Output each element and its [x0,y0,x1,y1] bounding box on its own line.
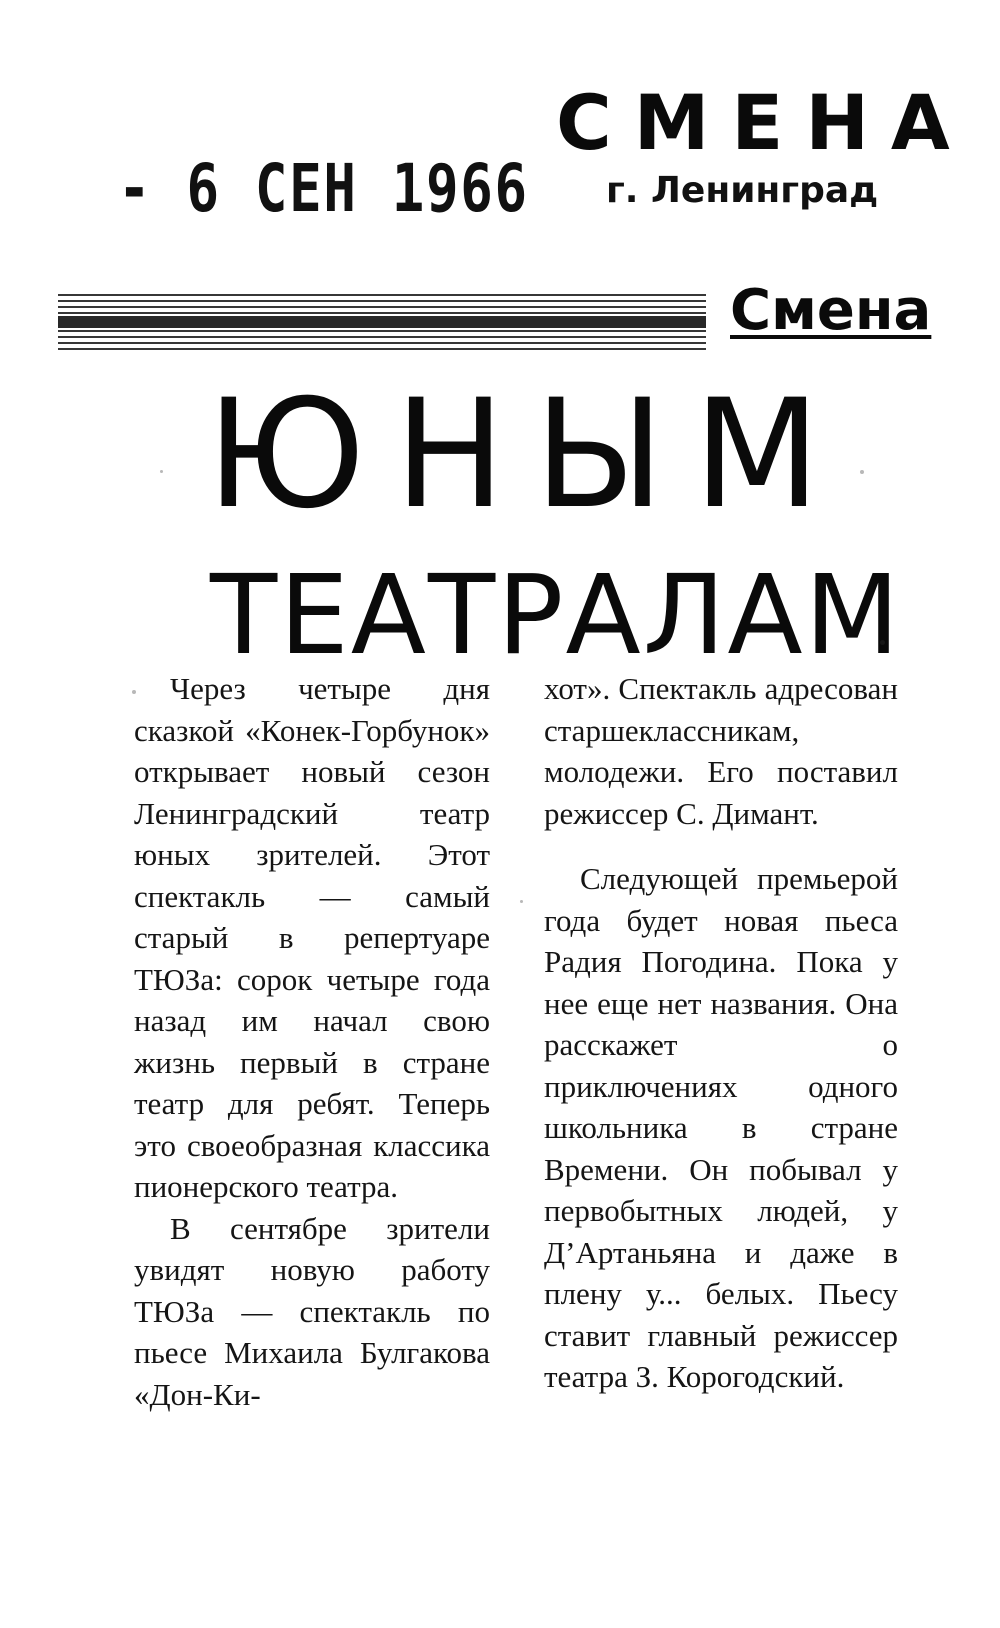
article-paragraph: Следующей премьерой года будет новая пьеса Радия Погодина. Пока у нее еще нет названия. Она расскажет о приключениях одного школьника в стране Времени. Он побывал у первобытных людей, у Д’Артаньяна и даже в плену у... белых. Пьесу ставит главный режиссер театра З. Корогодский. [544,861,898,1394]
print-speck [880,640,885,645]
article-column-left [134,668,490,1415]
article-column-right [544,668,898,1398]
article-paragraph: хот». Спектакль адресован старшеклассникам, молодежи. Его поставил режиссер С. Димант. [544,671,898,831]
print-speck [860,470,864,474]
headline-line-1: ЮНЫМ [206,368,850,542]
article-paragraph: Через четыре дня сказкой «Конек-Горбунок» открывает новый сезон Ленинградский театр юных зрителей. Этот спектакль — самый старый в репертуаре ТЮЗа: сорок четыре года назад им начал свою жизнь первый в стране театр для ребят. Теперь это своеобразная классика пионерского театра. [134,671,490,1204]
newspaper-masthead: СМЕНА [556,78,972,167]
headline-line-2: ТЕАТРАЛАМ [210,551,902,679]
article-paragraph: В сентябре зрители увидят новую работу ТЮЗа — спектакль по пьесе Михаила Булгакова «Дон-Ки- [134,1210,490,1412]
print-speck [520,900,523,903]
date-stamp: - 6 СЕН 1966 [118,150,529,227]
newspaper-city: г. Ленинград [606,170,879,211]
print-speck [160,470,163,473]
decorative-rule [58,294,706,352]
print-speck [132,690,136,694]
section-label: Смена [730,278,932,343]
